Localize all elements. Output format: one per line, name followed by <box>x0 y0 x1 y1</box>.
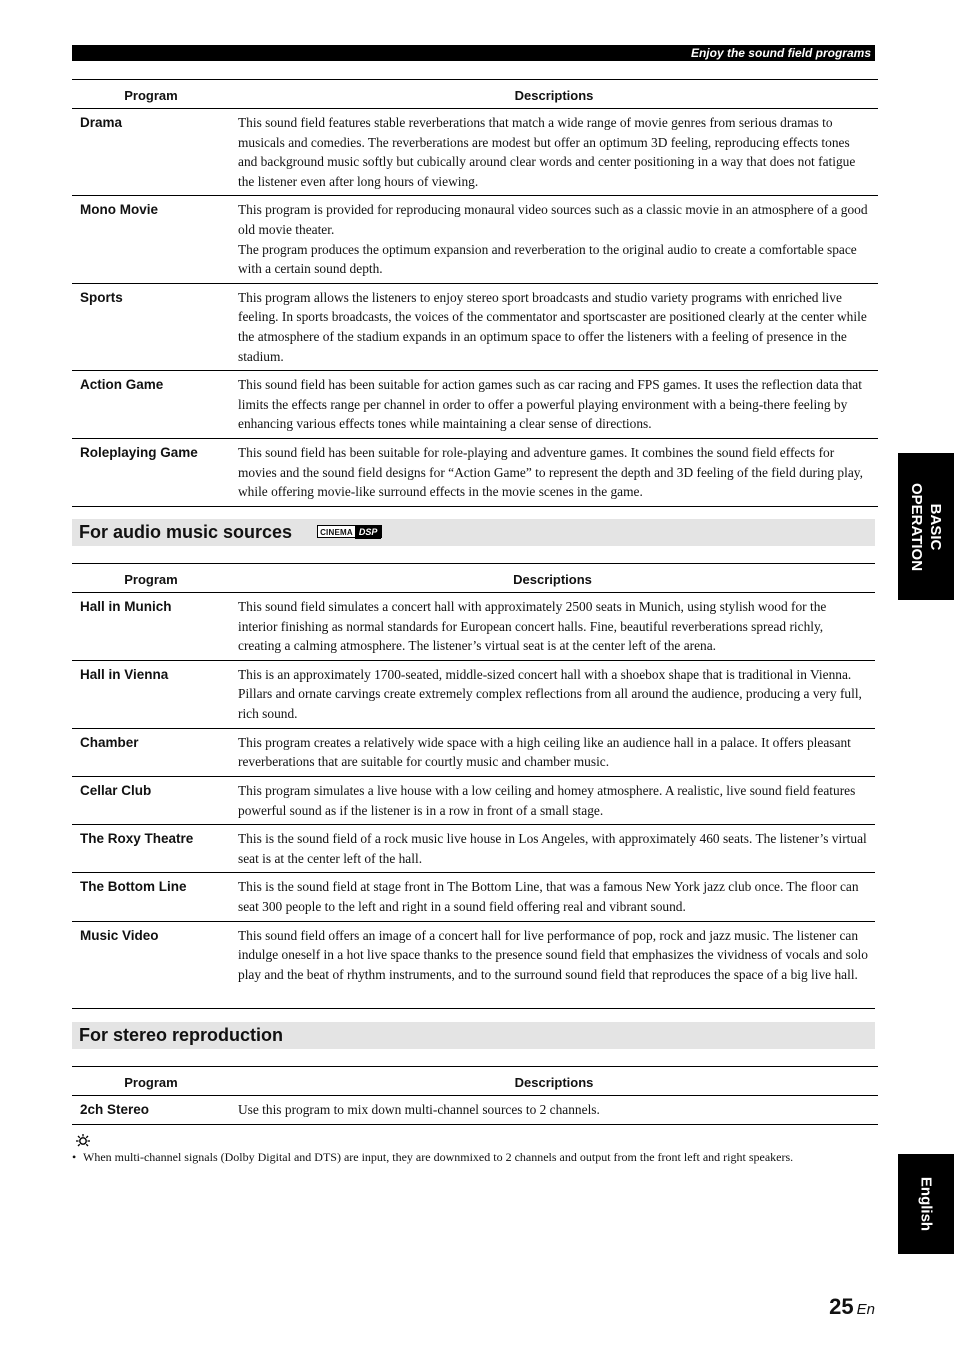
program-name: Chamber <box>72 728 230 776</box>
table-row <box>72 283 878 370</box>
column-header-program: Program <box>72 80 230 109</box>
program-name: The Bottom Line <box>72 873 230 921</box>
program-description: Use this program to mix down multi-channel sources to 2 channels. <box>230 1096 878 1125</box>
program-description-para: This program is provided for reproducing monaural video sources such as a classic movie in an atmosphere of a good old movie theater. <box>238 202 868 237</box>
program-description: This sound field has been suitable for role-playing and adventure games. It combines the sound field effects for movies and the sound field designs for “Action Game” to represent the depth and 3D feeling of the field during play, while offering movie-like surround effects in the movie scenes in the game. <box>230 439 878 507</box>
program-name: Drama <box>72 109 230 196</box>
program-description: This program creates a relatively wide space with a high ceiling like an audience hall in a palace. It offers pleasant reverberations that are suitable for courtly music and chamber music. <box>230 728 875 776</box>
program-name: 2ch Stereo <box>72 1096 230 1125</box>
table-row <box>72 439 878 507</box>
section-heading-audio-music <box>72 519 875 546</box>
stereo-programs-table <box>72 1066 878 1125</box>
column-header-descriptions: Descriptions <box>230 564 875 593</box>
side-tab-line: BASIC <box>927 503 944 550</box>
section-title: For stereo reproduction <box>79 1025 284 1045</box>
table-row <box>72 776 875 824</box>
program-name: Action Game <box>72 371 230 439</box>
program-name: Roleplaying Game <box>72 439 230 507</box>
table-row <box>72 825 875 873</box>
program-name: Cellar Club <box>72 776 230 824</box>
music-programs-table <box>72 563 875 1009</box>
table-row <box>72 660 875 728</box>
tip-bullet: • <box>72 1150 77 1164</box>
program-description: This sound field simulates a concert hall with approximately 2500 seats in Munich, using stylish wood for the interior finishing as normal standards for European concert halls. Fine, beautiful reverberations spread richly, creating a calming atmosphere. The listener’s virtual seat is at the center left of the arena. <box>230 593 875 661</box>
program-description <box>230 196 878 283</box>
cinema-dsp-logo <box>317 525 382 538</box>
program-description: This is the sound field of a rock music live house in Los Angeles, with approximately 460 seats. The listener’s virtual seat is at the center left of the hall. <box>230 825 875 873</box>
side-tab-basic-operation <box>898 453 954 600</box>
program-description-para: The program produces the optimum expansion and reverberation to the original audio to create a comfortable space with a certain sound depth. <box>238 241 857 277</box>
program-name: Mono Movie <box>72 196 230 283</box>
page-header-title: Enjoy the sound field programs <box>690 46 871 60</box>
program-name: Hall in Vienna <box>72 660 230 728</box>
table-row <box>72 196 878 283</box>
page-number-value: 25 <box>829 1294 854 1319</box>
section-title: For audio music sources <box>79 522 293 542</box>
program-description: This sound field has been suitable for action games such as car racing and FPS games. It uses the reflection data that limits the effects range per channel in order to offer a powerful playing environment with a being-there feeling by enhancing various effects tones while maintaining a clear sense of directions. <box>230 371 878 439</box>
program-name: Sports <box>72 283 230 370</box>
program-description: This program allows the listeners to enjoy stereo sport broadcasts and studio variety programs with enriched live feeling. In sports broadcasts, the voices of the commentator and sportscaster are positioned clearly at the center while the atmosphere of the stadium expands in an optimum space to offer the listeners with a feeling of presence in the stadium. <box>230 283 878 370</box>
column-header-descriptions: Descriptions <box>230 80 878 109</box>
movie-programs-table <box>72 79 878 507</box>
program-name: The Roxy Theatre <box>72 825 230 873</box>
cinema-dsp-logo-right: DSP <box>355 526 382 539</box>
program-description: This sound field offers an image of a concert hall for live performance of pop, rock and jazz music. The listener can indulge oneself in a hot live space thanks to the presence sound field that emphasizes the vividness of vocals and solo play and the beat of rhythm instruments, and to the surround sound field that reproduces the space of a big live hall. <box>230 921 875 1008</box>
program-description: This program simulates a live house with a low ceiling and homey atmosphere. A realistic, live sound field features powerful sound as if the listener is in a row in front of a small stage. <box>230 776 875 824</box>
table-row <box>72 371 878 439</box>
side-tab-line: OPERATION <box>908 482 925 571</box>
section-heading-stereo <box>72 1022 875 1049</box>
program-name: Hall in Munich <box>72 593 230 661</box>
page-number <box>829 1294 875 1320</box>
tip-text: When multi-channel signals (Dolby Digital and DTS) are input, they are downmixed to 2 channels and output from the front left and right speakers. <box>83 1150 794 1164</box>
side-tab-label: English <box>917 1176 935 1232</box>
column-header-program: Program <box>72 1067 230 1096</box>
program-description: This sound field features stable reverberations that match a wide range of movie genres from serious dramas to musicals and comedies. The reverberations are modest but offer an optimum 3D feeling, reproducing effects tones and background music softly but cubically around clear words and center positioning in a way that does not fatigue the listener even after long hours of viewing. <box>230 109 878 196</box>
table-row <box>72 1096 878 1125</box>
cinema-dsp-logo-left: CINEMA <box>320 527 353 537</box>
page-lang: En <box>856 1301 875 1318</box>
table-row <box>72 593 875 661</box>
page-header-bar <box>72 45 875 61</box>
table-row <box>72 109 878 196</box>
program-description: This is the sound field at stage front in The Bottom Line, that was a famous New York jazz club once. The floor can seat 300 people to the left and right in a sound field offering real and vibrant sound. <box>230 873 875 921</box>
table-row <box>72 873 875 921</box>
lightbulb-icon <box>73 1133 95 1149</box>
program-description: This is an approximately 1700-seated, middle-sized concert hall with a shoebox shape that is traditional in Vienna. Pillars and ornate carvings create extremely complex reflections from all around the audience, producing a very full, rich sound. <box>230 660 875 728</box>
table-row <box>72 921 875 1008</box>
program-name: Music Video <box>72 921 230 1008</box>
column-header-program: Program <box>72 564 230 593</box>
table-row <box>72 728 875 776</box>
tip-note <box>72 1150 875 1165</box>
column-header-descriptions: Descriptions <box>230 1067 878 1096</box>
side-tab-english <box>898 1154 954 1254</box>
